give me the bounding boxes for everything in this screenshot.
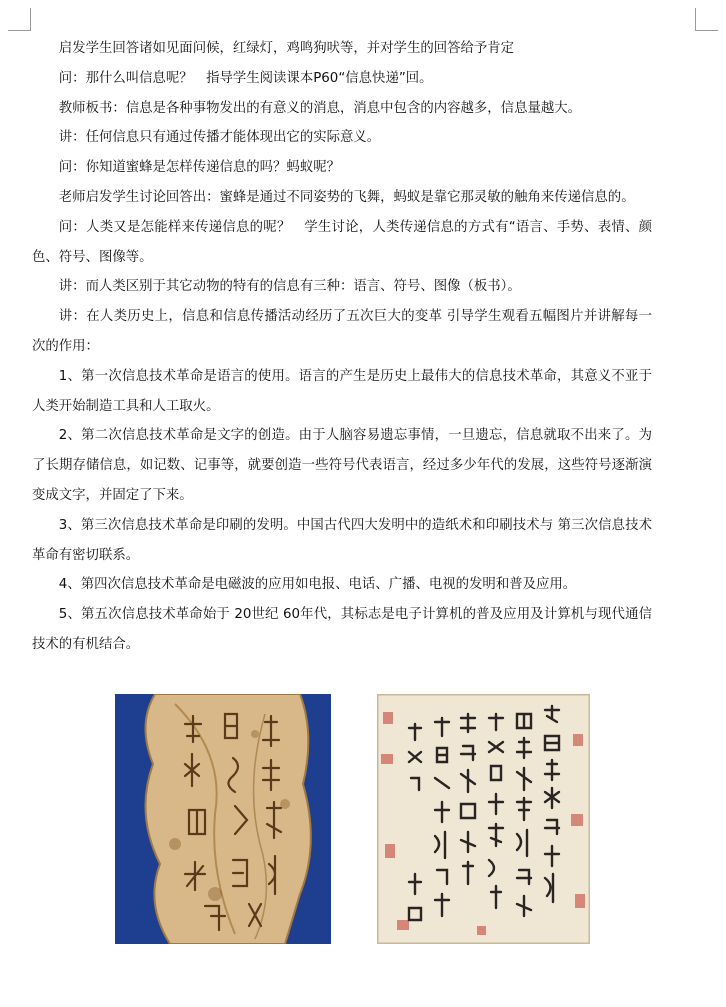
paragraph: 讲：任何信息只有通过传播才能体现出它的实际意义。: [58, 130, 381, 146]
page-corner-mark-top-left: [8, 8, 31, 31]
paragraph: 教师板书：信息是各种事物发出的有意义的消息，消息中包含的内容越多，信息量越大。: [58, 100, 582, 116]
paragraph: 3、第三次信息技术革命是印刷的发明。中国古代四大发明中的造纸术和印刷技术与 第三次信息技术革命有密切联系。: [32, 517, 652, 563]
paragraph: 问：人类又是怎能样来传递信息的呢？ 学生讨论，人类传递信息的方式有“语言、手势、表情、颜色、符号、图像等。: [32, 219, 652, 265]
calligraphy-scroll-image: [377, 694, 590, 944]
paragraph: 老师启发学生讨论回答出：蜜蜂是通过不同姿势的飞舞，蚂蚁是靠它那灵敏的触角来传递信息的。: [58, 189, 635, 205]
paragraph: 启发学生回答诸如见面问候，红绿灯，鸡鸣狗吠等，并对学生的回答给予肯定: [58, 41, 515, 56]
page-corner-mark-top-right: [695, 8, 718, 31]
paragraph: 1、第一次信息技术革命是语言的使用。语言的产生是历史上最伟大的信息技术革命，其意义不亚于人类开始制造工具和人工取火。: [32, 368, 652, 414]
paragraph: 讲：在人类历史上，信息和信息传播活动经历了五次巨大的变革 引导学生观看五幅图片并讲解每一次的作用：: [32, 309, 652, 354]
paragraph: 4、第四次信息技术革命是电磁波的应用如电报、电话、广播、电视的发明和普及应用。: [58, 577, 577, 593]
document-body: [32, 34, 652, 660]
paragraph: 2、第二次信息技术革命是文字的创造。由于人脑容易遗忘事情，一旦遗忘，信息就取不出来了。为了长期存储信息，如记数、记事等，就要创造一些符号代表语言，经过多少年代的发展，这些符号逐渐演变成文字，并固定了下来。: [32, 428, 652, 503]
paragraph: 讲：而人类区别于其它动物的特有的信息有三种：语言、符号、图像（板书）。: [58, 279, 521, 295]
oracle-bone-image: [115, 694, 331, 944]
paragraph: 问：那什么叫信息呢？ 指导学生阅读课本P60“信息快递”回。: [58, 70, 433, 86]
paragraph: 5、第五次信息技术革命始于 20世纪 60年代，其标志是电子计算机的普及应用及计算机与现代通信技术的有机结合。: [32, 607, 652, 652]
paragraph: 问：你知道蜜蜂是怎样传递信息的吗？蚂蚁呢？: [58, 160, 340, 176]
